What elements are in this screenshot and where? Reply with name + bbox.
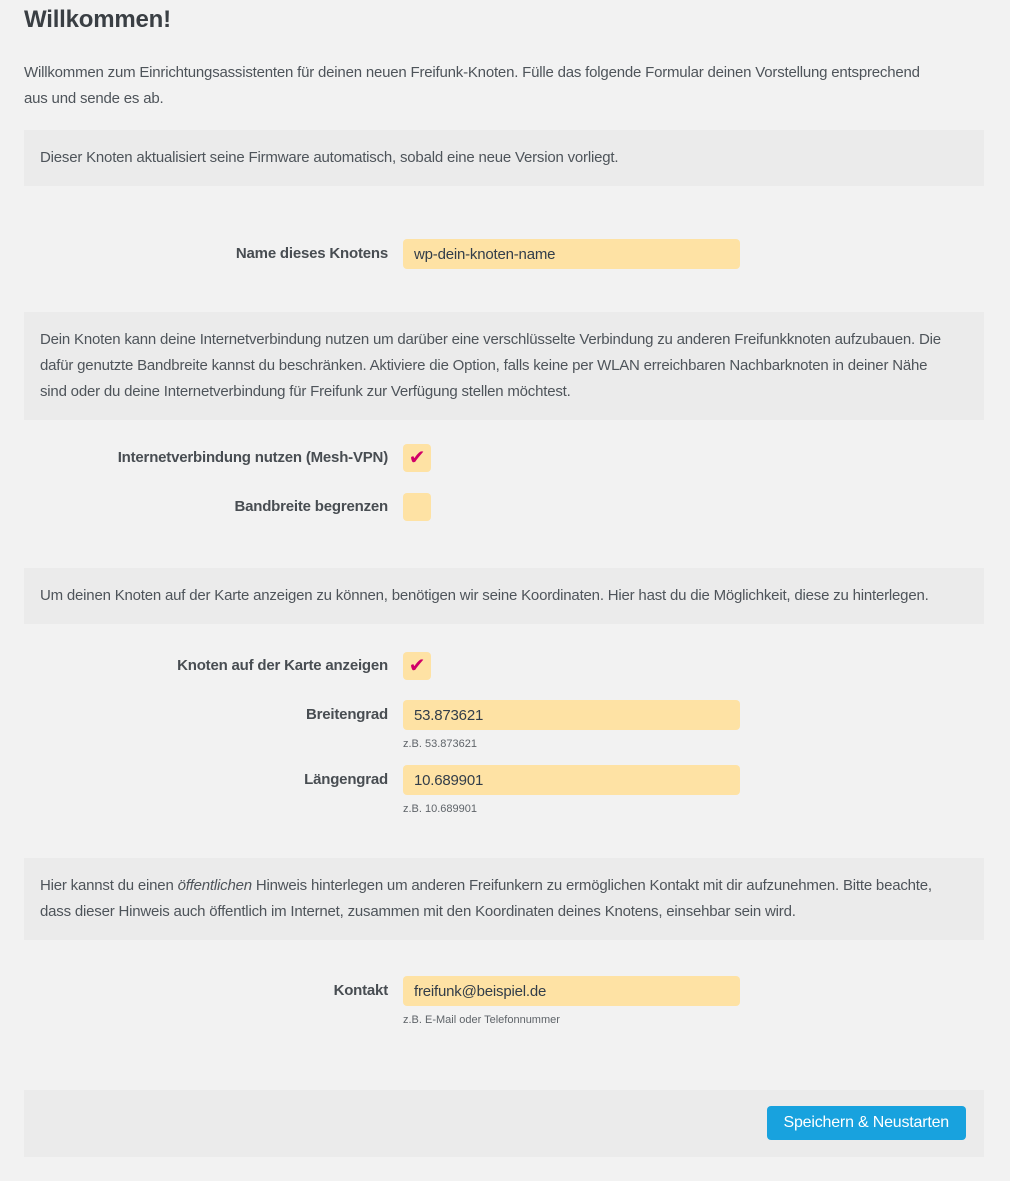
checkmark-icon: ✔ [408,445,426,469]
map-label: Knoten auf der Karte anzeigen [177,657,388,674]
meshvpn-row [24,444,984,472]
latitude-field [403,700,740,750]
longitude-row [24,765,984,815]
longitude-label: Längengrad [304,771,388,788]
contact-label: Kontakt [333,982,388,999]
hostname-label: Name dieses Knotens [235,245,388,262]
intro-text: Willkommen zum Einrichtungsassistenten für deinen neuen Freifunk-Knoten. Fülle das folgende Formular deinen Vorstellung entsprechend aus und sende es ab. [24,64,920,107]
checkmark-icon: ✔ [408,653,426,677]
save-reboot-button[interactable]: Speichern & Neustarten [767,1106,966,1140]
note-contact-text [40,873,945,925]
note-location [24,568,984,624]
note-contact-pre: Hier kannst du einen [40,877,178,894]
contact-hint: z.B. E-Mail oder Telefonnummer [403,1014,560,1026]
note-contact-post: Hinweis hinterlegen um anderen Freifunkern zu ermöglichen Kontakt mit dir aufzunehmen. Bitte beachte, dass dieser Hinweis auch öffentlich im Internet, zusammen mit den Koordinaten deines Knotens, einsehbar sein wird. [40,877,932,920]
contact-row [24,976,984,1026]
longitude-input[interactable] [403,765,740,795]
longitude-field [403,765,740,815]
footer-bar [24,1090,984,1157]
latitude-row [24,700,984,750]
note-contact-italic: öffentlichen [177,877,252,894]
hostname-row [24,239,984,269]
note-meshvpn [24,312,984,420]
map-checkbox[interactable] [403,652,431,680]
contact-input[interactable] [403,976,740,1006]
note-autoupdate-text: Dieser Knoten aktualisiert seine Firmware automatisch, sobald eine neue Version vorliegt. [40,149,619,166]
latitude-label: Breitengrad [306,706,388,723]
latitude-hint: z.B. 53.873621 [403,738,478,750]
note-location-text: Um deinen Knoten auf der Karte anzeigen zu können, benötigen wir seine Koordinaten. Hier hast du die Möglichkeit, diese zu hinterlegen. [40,587,929,604]
note-autoupdate [24,130,984,186]
limit-checkbox[interactable] [403,493,431,521]
note-meshvpn-text: Dein Knoten kann deine Internetverbindung nutzen um darüber eine verschlüsselte Verbindung zu anderen Freifunkknoten aufzubauen. Die dafür genutzte Bandbreite kannst du beschränken. Aktiviere die Option, falls keine per WLAN erreichbaren Nachbarknoten in deiner Nähe sind oder du deine Internetverbindung für Freifunk zur Verfügung stellen möchtest. [40,331,941,400]
longitude-hint: z.B. 10.689901 [403,803,478,815]
map-row [24,652,984,680]
meshvpn-label: Internetverbindung nutzen (Mesh-VPN) [117,449,388,466]
hostname-field [403,239,740,269]
meshvpn-checkbox[interactable] [403,444,431,472]
limit-label: Bandbreite begrenzen [234,498,388,515]
contact-field [403,976,740,1026]
limit-row [24,493,984,521]
hostname-input[interactable] [403,239,740,269]
page-title: Willkommen! [24,6,171,33]
latitude-input[interactable] [403,700,740,730]
note-contact [24,858,984,940]
